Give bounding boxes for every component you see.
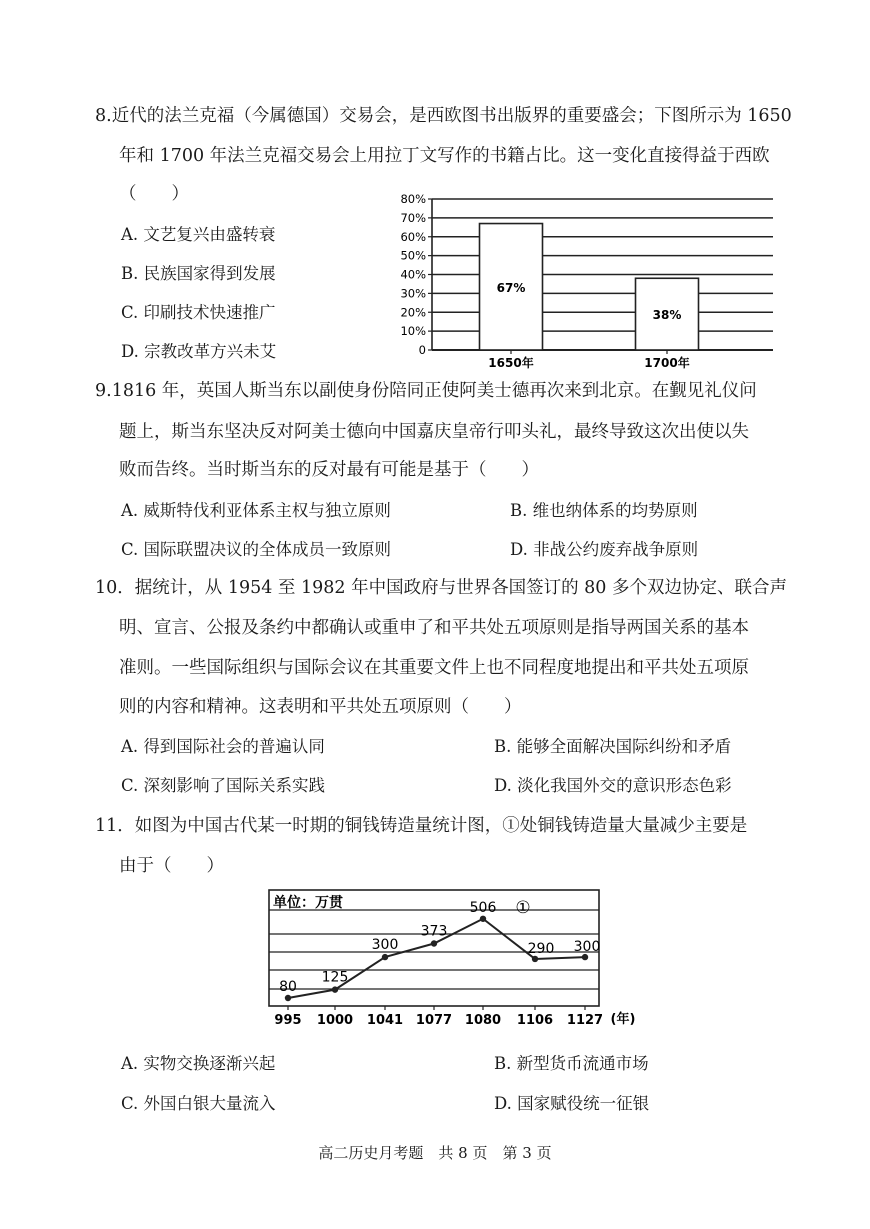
- q10-stem-line1: 10．据统计，从 1954 至 1982 年中国政府与世界各国签订的 80 多个双边协定、联合声: [95, 578, 787, 598]
- x-tick-label: 1106: [516, 1013, 554, 1028]
- x-tick-label: 1000: [316, 1013, 354, 1028]
- annotation-marker: ①: [515, 898, 531, 918]
- q9-option-b[interactable]: B. 维也纳体系的均势原则: [510, 501, 698, 520]
- data-label: 125: [321, 969, 349, 986]
- bar-value-label: 38%: [652, 308, 682, 323]
- q11-stem-line1: 11．如图为中国古代某一时期的铜钱铸造量统计图，①处铜钱铸造量大量减少主要是: [95, 816, 748, 836]
- q10-stem-line4: 则的内容和精神。这表明和平共处五项原则（ ）: [119, 697, 522, 717]
- y-tick-label: 10%: [400, 324, 426, 339]
- data-point: [382, 954, 388, 960]
- page-footer: 高二历史月考题 共 8 页 第 3 页: [318, 1144, 552, 1162]
- unit-label: 单位：万贯: [273, 895, 343, 911]
- x-tick-label: 995: [274, 1013, 302, 1028]
- q8-option-b[interactable]: B. 民族国家得到发展: [121, 264, 276, 283]
- q8-answer-bracket: （ ）: [119, 184, 189, 204]
- q10-option-a[interactable]: A. 得到国际社会的普遍认同: [121, 737, 325, 756]
- q10-stem-line3: 准则。一些国际组织与国际会议在其重要文件上也不同程度地提出和平共处五项原: [119, 658, 749, 678]
- y-tick-label: 20%: [400, 305, 426, 320]
- q8-option-d[interactable]: D. 宗教改革方兴未艾: [121, 342, 277, 361]
- x-tick-label: 1650年: [488, 356, 534, 370]
- q9-option-c[interactable]: C. 国际联盟决议的全体成员一致原则: [121, 540, 392, 559]
- y-tick-label: 50%: [400, 248, 426, 263]
- q11-option-a[interactable]: A. 实物交换逐渐兴起: [121, 1054, 276, 1073]
- q11-stem-line2: 由于（ ）: [119, 856, 224, 876]
- q8-stem-line1: 8.近代的法兰克福（今属德国）交易会，是西欧图书出版界的重要盛会；下图所示为 1650: [95, 106, 792, 126]
- data-label: 300: [371, 937, 399, 954]
- q10-option-c[interactable]: C. 深刻影响了国际关系实践: [121, 776, 326, 795]
- x-tick-label: 1700年: [644, 356, 690, 370]
- q11-option-d[interactable]: D. 国家赋役统一征银: [494, 1094, 650, 1113]
- y-tick-label: 0: [418, 343, 426, 357]
- x-tick-label: 1041: [366, 1013, 404, 1028]
- q9-stem-line2: 题上，斯当东坚决反对阿美士德向中国嘉庆皇帝行叩头礼，最终导致这次出使以失: [119, 422, 749, 442]
- y-tick-label: 40%: [400, 267, 426, 282]
- q9-stem-line1: 9.1816 年，英国人斯当东以副使身份陪同正使阿美士德再次来到北京。在觐见礼仪问: [95, 381, 757, 401]
- x-tick-label: 1080: [464, 1013, 502, 1028]
- q8-option-a[interactable]: A. 文艺复兴由盛转衰: [121, 225, 276, 244]
- y-tick-label: 80%: [400, 192, 426, 206]
- y-tick-label: 30%: [400, 286, 426, 301]
- q9-option-d[interactable]: D. 非战公约废弃战争原则: [510, 540, 699, 559]
- x-tick-label: 1077: [415, 1013, 453, 1028]
- x-axis-suffix: (年): [610, 1012, 636, 1027]
- data-point: [285, 995, 291, 1001]
- q10-stem-line2: 明、宣言、公报及条约中都确认或重申了和平共处五项原则是指导两国关系的基本: [119, 618, 749, 638]
- latin-books-bar-chart: [385, 188, 775, 376]
- data-label: 290: [527, 940, 555, 957]
- data-point: [431, 940, 437, 946]
- q9-option-a[interactable]: A. 威斯特伐利亚体系主权与独立原则: [121, 501, 391, 520]
- q10-option-b[interactable]: B. 能够全面解决国际纠纷和矛盾: [494, 737, 732, 756]
- copper-coin-line-chart: [255, 882, 640, 1032]
- data-label: 300: [573, 939, 601, 956]
- q11-option-c[interactable]: C. 外国白银大量流入: [121, 1094, 276, 1113]
- bar-value-label: 67%: [496, 280, 526, 295]
- data-point: [480, 916, 486, 922]
- data-label: 80: [279, 979, 297, 995]
- q10-option-d[interactable]: D. 淡化我国外交的意识形态色彩: [494, 776, 732, 795]
- y-tick-label: 60%: [400, 229, 426, 244]
- x-tick-label: 1127: [566, 1013, 604, 1028]
- q11-option-b[interactable]: B. 新型货币流通市场: [494, 1054, 649, 1073]
- data-point: [332, 986, 338, 992]
- q9-stem-line3: 败而告终。当时斯当东的反对最有可能是基于（ ）: [119, 460, 539, 480]
- data-label: 506: [469, 899, 497, 916]
- q8-stem-line2: 年和 1700 年法兰克福交易会上用拉丁文写作的书籍占比。这一变化直接得益于西欧: [119, 146, 770, 166]
- q8-option-c[interactable]: C. 印刷技术快速推广: [121, 303, 276, 322]
- data-label: 373: [420, 923, 448, 940]
- y-tick-label: 70%: [400, 210, 426, 225]
